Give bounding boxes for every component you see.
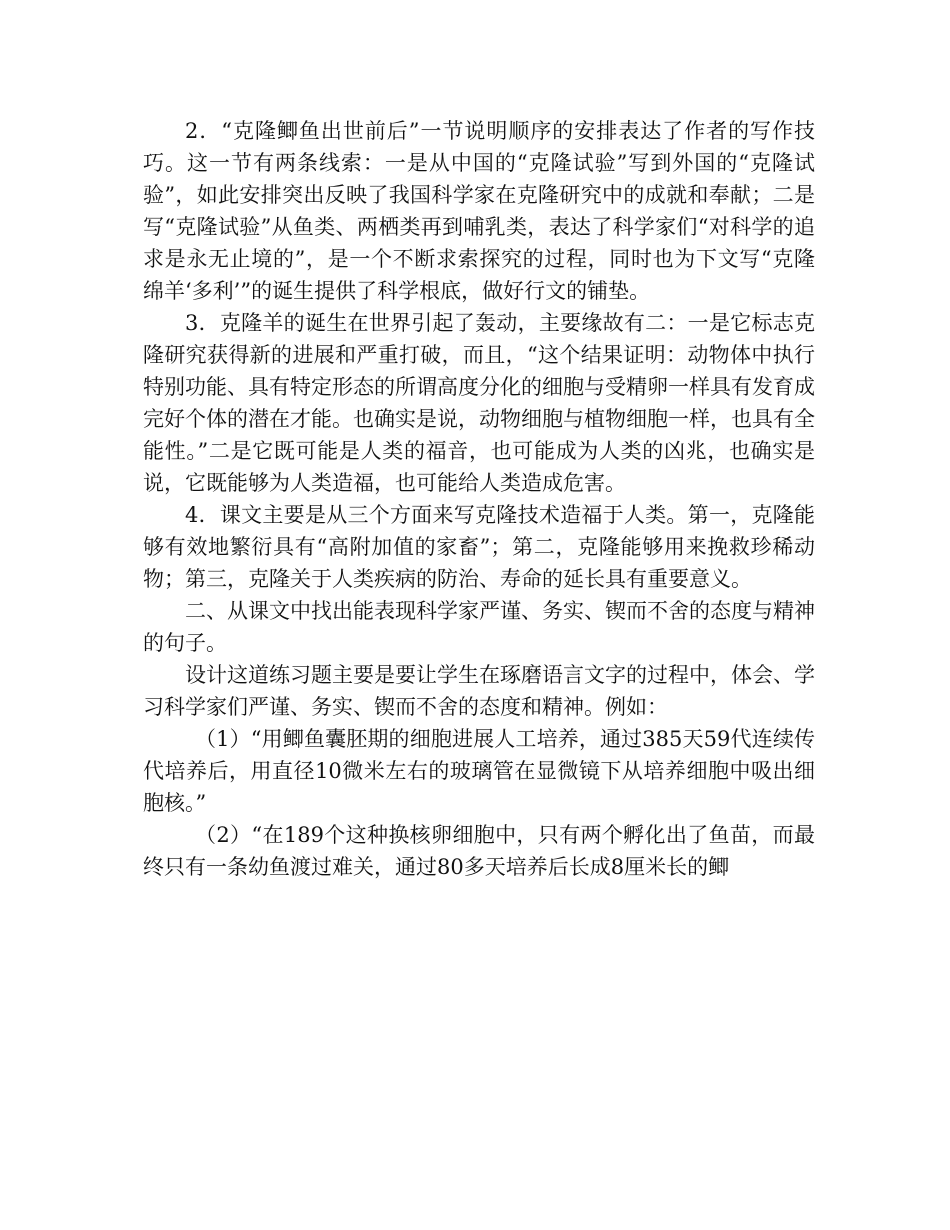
paragraph-intro: 设计这道练习题主要是要让学生在琢磨语言文字的过程中，体会、学习科学家们严谨、务实、锲而不舍的态度和精神。例如： [143, 663, 815, 719]
paragraph-2: 2．“克隆鲫鱼出世前后”一节说明顺序的安排表达了作者的写作技巧。这一节有两条线索：一是从中国的“克隆试验”写到外国的“克隆试验”，如此安排突出反映了我国科学家在克隆研究中的成就和奉献；二是写“克隆试验”从鱼类、两栖类再到哺乳类，表达了科学家们“对科学的追求是永无止境的”，是一个不断求索探究的过程，同时也为下文写“克隆绵羊‘多利’”的诞生提供了科学根底，做好行文的铺垫。 [143, 119, 815, 303]
paragraph-4: 4．课文主要是从三个方面来写克隆技术造福于人类。第一，克隆能够有效地繁衍具有“高附加值的家畜”；第二，克隆能够用来挽救珍稀动物；第三，克隆关于人类疾病的防治、寿命的延长具有重要意义。 [143, 503, 815, 591]
example-2: （2）“在189个这种换核卵细胞中，只有两个孵化出了鱼苗，而最终只有一条幼鱼渡过难关，通过80多天培养后长成8厘米长的鲫 [143, 823, 815, 879]
document-page [143, 115, 815, 883]
section-heading-2: 二、从课文中找出能表现科学家严谨、务实、锲而不舍的态度与精神的句子。 [143, 599, 815, 655]
paragraph-3: 3．克隆羊的诞生在世界引起了轰动，主要缘故有二：一是它标志克隆研究获得新的进展和严重打破，而且，“这个结果证明：动物体中执行特别功能、具有特定形态的所谓高度分化的细胞与受精卵一样具有发育成完好个体的潜在才能。也确实是说，动物细胞与植物细胞一样，也具有全能性。”二是它既可能是人类的福音，也可能成为人类的凶兆，也确实是说，它既能够为人类造福，也可能给人类造成危害。 [143, 311, 815, 495]
example-1: （1）“用鲫鱼囊胚期的细胞进展人工培养，通过385天59代连续传代培养后，用直径10微米左右的玻璃管在显微镜下从培养细胞中吸出细胞核。” [143, 727, 815, 815]
